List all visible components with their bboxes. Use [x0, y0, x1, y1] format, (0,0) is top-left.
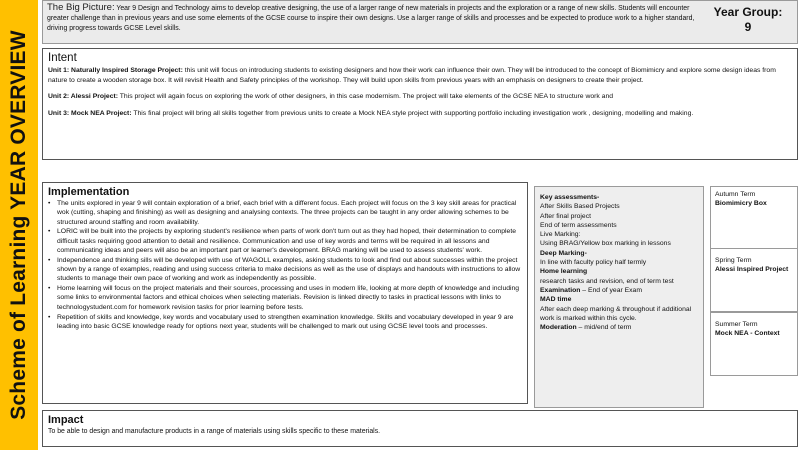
big-picture-title: The Big Picture: — [47, 2, 115, 13]
intent-panel — [42, 48, 798, 160]
intent-unit-1 — [48, 66, 792, 85]
implementation-title: Implementation — [48, 186, 130, 198]
implementation-panel — [42, 182, 528, 404]
key-assessment-line: In line with faculty policy half termly — [540, 259, 647, 267]
impact-text: To be able to design and manufacture products in a range of materials using skills specific to these materials. — [48, 428, 381, 435]
side-title: Scheme of Learning YEAR OVERVIEW — [7, 30, 30, 420]
impact-panel — [42, 410, 798, 447]
mad-time-label: MAD time — [540, 296, 572, 304]
big-picture-text: Year 9 Design and Technology aims to develop creative designing, the use of a larger range of new materials in projects and the exploration or a range of new skills. Students will encounter greater challenge than in previous years and use some elements of the GCSE course to inspire their own designs. Use a larger range of skills and processes and be expected to produce work to a higher standard, driving progress towards GCSE Level skills. — [47, 5, 695, 32]
key-assessment-line: After final project — [540, 212, 591, 220]
unit-3-text: This final project will bring all skills together from previous units to create a Mock NEA style project with supporting portfolio including investigation work , designing, modelling and making. — [131, 109, 694, 117]
unit-2-text: This project will again focus on exploring the work of other designers, in this case modernism. The project will take elements of the GCSE NEA to structure work and — [118, 93, 614, 101]
big-picture-text-block — [47, 3, 707, 34]
key-assessment-line: Using BRAG/Yellow box marking in lessons — [540, 240, 671, 248]
examination-text: – End of year Exam — [580, 286, 643, 294]
deep-marking-label: Deep Marking- — [540, 249, 587, 257]
moderation-text: – mid/end of term — [576, 324, 632, 332]
impact-title: Impact — [48, 414, 84, 426]
moderation-line — [540, 323, 698, 332]
live-marking-label: Live Marking: — [540, 231, 581, 239]
term-topic: Biomimicry Box — [715, 200, 767, 207]
big-picture-panel — [42, 0, 798, 44]
intent-unit-2 — [48, 92, 792, 102]
key-assessments-heading: Key assessments- — [540, 194, 600, 201]
term-spring — [710, 248, 798, 312]
implementation-bullet: • Home learning will focus on the project materials and their sources, processing and uses in modern life, looking at more depth of knowledge and including some links to environmental factors and ethical choices when selecting materials. Revision is linked directly to tasks in practical lessons with links to technologystudent.com for homework revision tasks for prior learning before tests. — [48, 284, 522, 312]
term-topic: Mock NEA - Context — [715, 330, 780, 337]
examination-line — [540, 286, 698, 295]
intent-title: Intent — [48, 52, 77, 64]
implementation-bullet: • The units explored in year 9 will contain exploration of a brief, each brief with a different focus. Each project will focus on the 3 key skill areas for practical wok (cutting, shaping and finishing) as well as designing and analysing contexts. The three projects can be taught in any order allowing schemes to be structured around staffing and room availability. — [48, 199, 522, 227]
year-group — [707, 5, 789, 35]
key-assessments-panel — [534, 186, 704, 408]
moderation-label: Moderation — [540, 324, 577, 332]
term-label: Summer Term — [715, 321, 758, 328]
implementation-list — [48, 199, 522, 331]
unit-2-label: Unit 2: Alessi Project: — [48, 93, 118, 101]
term-topic: Alessi Inspired Project — [715, 266, 789, 273]
mad-time-text: After each deep marking & throughout if additional work is marked within this cycle. — [540, 305, 692, 322]
examination-label: Examination — [540, 286, 581, 294]
year-group-value: 9 — [744, 20, 752, 34]
key-assessment-line: research tasks and revision, end of term test — [540, 277, 674, 285]
unit-1-text: this unit will focus on introducing students to existing designers and how their work can influence their own. They will be introduced to the concept of Biomimicry and explore some design ideas from nature to create a wooden storage box. It will revisit Health and Safety principles of the workshop. They will build upon skills from previous years with an emphasis on designers to create their project. — [48, 67, 776, 84]
term-summer — [710, 312, 798, 376]
implementation-bullet: • Independence and thinking sills will be developed with use of WAGOLL examples, asking students to look and find out about successes within the project shown by a range of examples, reading and using success criteria to make decisions as well as the use of displays and handouts with instructions to allow students to manage their own pace of working and work as independently as possible. — [48, 256, 522, 284]
term-label: Spring Term — [715, 257, 752, 264]
key-assessment-line: After Skills Based Projects — [540, 203, 620, 211]
unit-1-label: Unit 1: Naturally Inspired Storage Project: — [48, 67, 183, 74]
home-learning-label: Home learning — [540, 268, 588, 276]
term-autumn — [710, 186, 798, 250]
term-label: Autumn Term — [715, 191, 756, 198]
implementation-bullet: • Repetition of skills and knowledge, key words and vocabulary used to strengthen examination knowledge. Skills and vocabulary developed in year 9 are leading into basic GCSE knowledge ready for options next year, students will be challenged to mark out using GCSE level tools and processes. — [48, 313, 522, 332]
intent-unit-3 — [48, 109, 792, 119]
year-group-label: Year Group: — [713, 5, 783, 19]
unit-3-label: Unit 3: Mock NEA Project: — [48, 109, 132, 117]
key-assessment-line: End of term assessments — [540, 221, 617, 229]
implementation-bullet: • LORIC will be built into the projects by exploring student's resilience when parts of work don't turn out as they had hoped, their determination to complete difficult tasks requiring good attention to detail and resilience. Communication and use of key words and terms will be required in all lessons and communicating ideas and peers will also be an important part or learner's development. BRAG marking will be used to assess students' work. — [48, 227, 522, 255]
side-banner — [0, 0, 38, 450]
